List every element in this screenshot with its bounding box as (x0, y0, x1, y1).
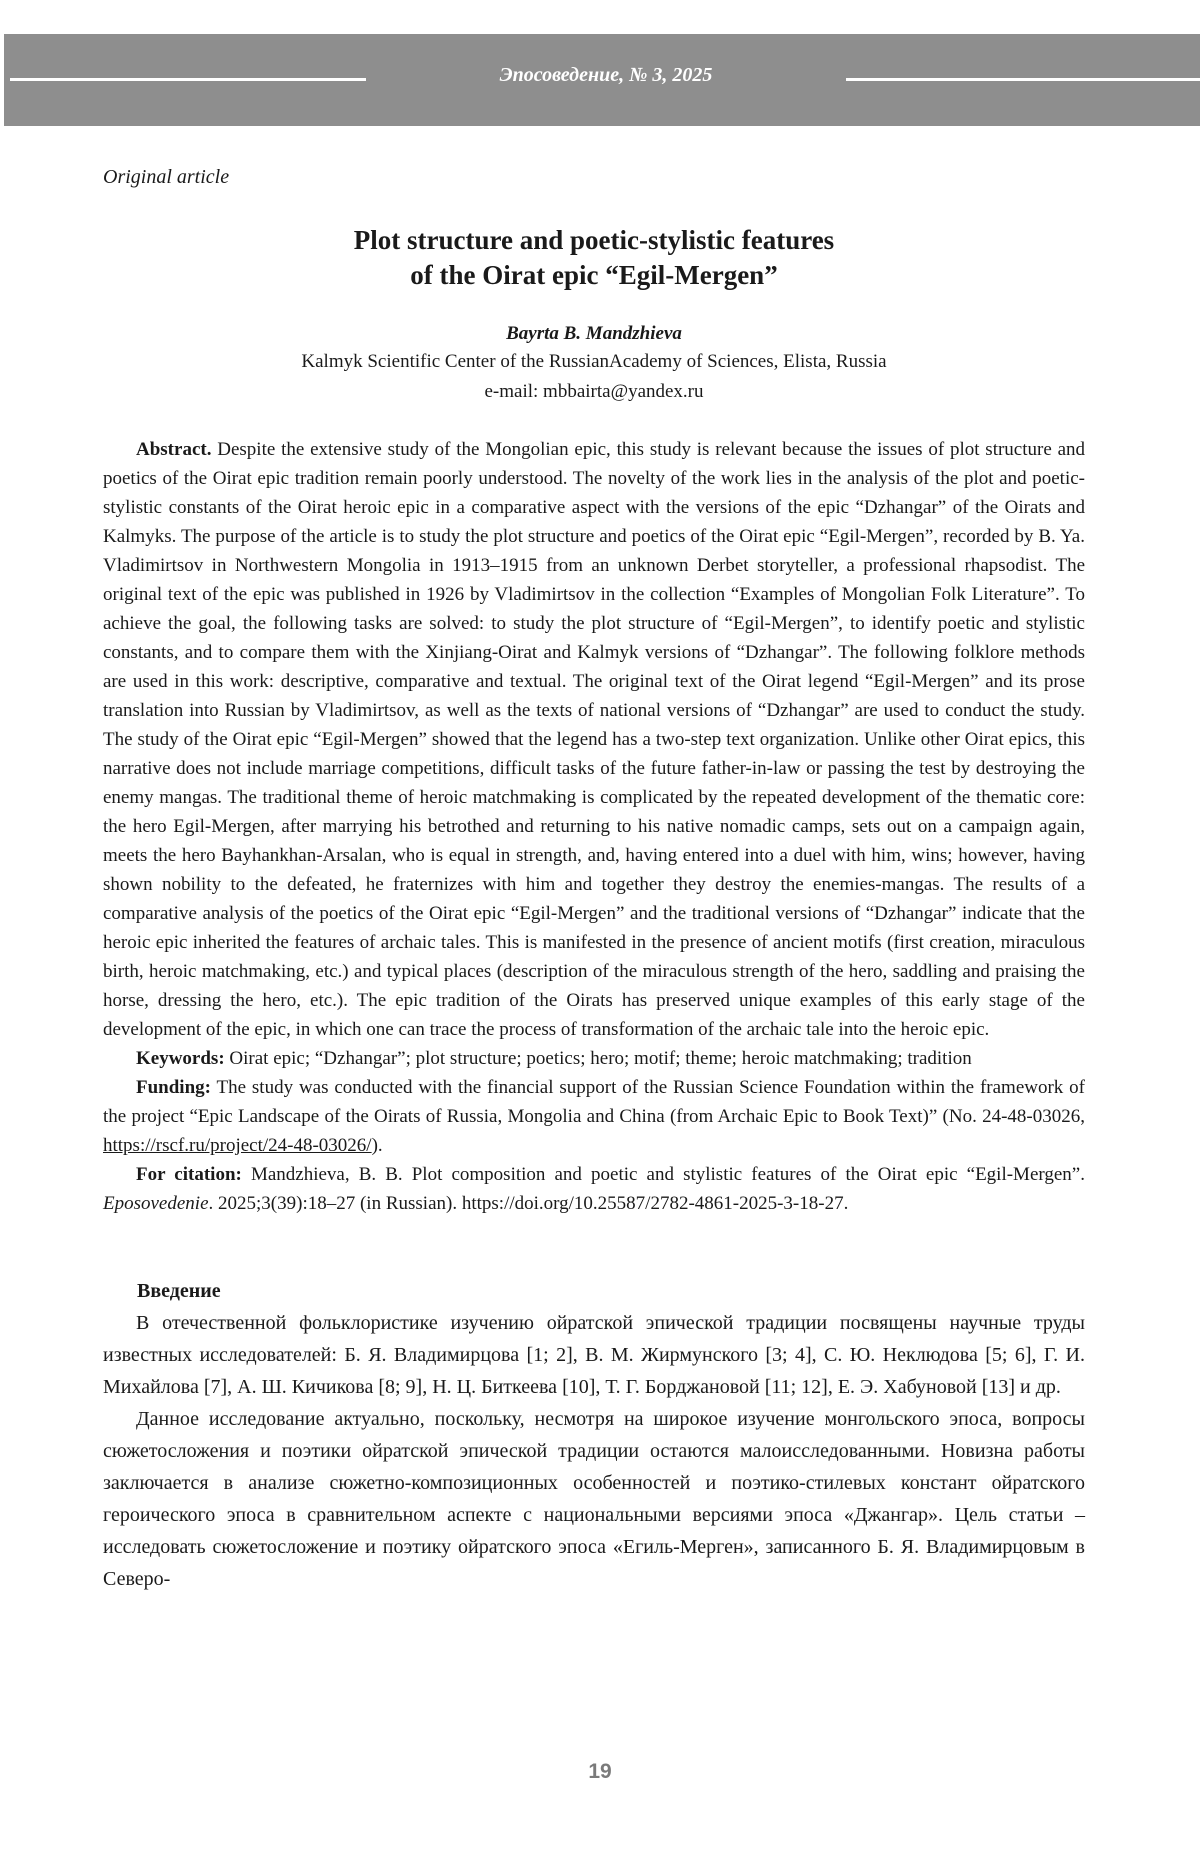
abstract-block (103, 435, 1085, 1218)
introduction-body (103, 1307, 1085, 1595)
keywords-paragraph (103, 1044, 1085, 1073)
funding-after: ). (371, 1135, 383, 1156)
funding-text: The study was conducted with the financial support of the Russian Science Foundation within the framework of the project “Epic Landscape of the Oirats of Russia, Mongolia and China (from Archaic Epic to Book Text)” (No. 24-48-03026, (103, 1077, 1085, 1127)
citation-after: . 2025;3(39):18–27 (in Russian). https://doi.org/10.25587/2782-4861-2025-3-18-27. (208, 1193, 849, 1214)
citation-text: Mandzhieva, B. B. Plot composition and poetic and stylistic features of the Oirat epic “Egil-Mergen”. (241, 1164, 1085, 1185)
citation-journal: Eposovedenie (103, 1193, 209, 1214)
funding-label: Funding: (136, 1077, 211, 1098)
author-affiliation: Kalmyk Scientific Center of the RussianAcademy of Sciences, Elista, Russia (301, 351, 887, 372)
intro-paragraph-2: Данное исследование актуально, поскольку, несмотря на широкое изучение монгольского эпоса, вопросы сюжетосложения и поэтики ойратской эпической традиции остаются малоисследованными. Новизна работы заключается в анализе сюжетно-композиционных особенностей и поэтико-стилевых констант ойратского героического эпоса в сравнительном аспекте с национальными версиями эпоса «Джангар». Цель статьи – исследовать сюжетосложение и поэтику ойратского эпоса «Егиль-Мерген», записанного Б. Я. Владимирцовым в Северо- (103, 1408, 1085, 1590)
journal-running-title: Эпосоведение, № 3, 2025 (499, 64, 713, 86)
article-type: Original article (103, 166, 230, 188)
funding-project-link[interactable]: https://rscf.ru/project/24-48-03026/ (103, 1135, 372, 1156)
keywords-text: Oirat epic; “Dzhangar”; plot structure; poetics; hero; motif; theme; heroic matchmaking; tradition (224, 1048, 972, 1069)
abstract-label: Abstract. (136, 439, 212, 460)
page-number: 19 (588, 1760, 612, 1783)
article-title (103, 223, 1085, 293)
citation-paragraph (103, 1160, 1085, 1218)
title-line-1: Plot structure and poetic-stylistic features (353, 225, 835, 255)
section-heading-introduction: Введение (137, 1280, 221, 1302)
article-content (103, 166, 1085, 1595)
journal-header-band (4, 34, 1200, 126)
header-rule-right (846, 78, 1200, 81)
funding-paragraph (103, 1073, 1085, 1160)
abstract-text: Despite the extensive study of the Mongolian epic, this study is relevant because the issues of plot structure and poetics of the Oirat epic tradition remain poorly understood. The novelty of the work lies in the analysis of the plot and poetic-stylistic constants of the Oirat heroic epic in a comparative aspect with the versions of the epic “Dzhangar” of the Oirats and Kalmyks. The purpose of the article is to study the plot structure and poetics of the Oirat epic “Egil-Mergen”, recorded by B. Ya. Vladimirtsov in Northwestern Mongolia in 1913–1915 from an unknown Derbet storyteller, a professional rhapsodist. The original text of the epic was published in 1926 by Vladimirtsov in the collection “Examples of Mongolian Folk Literature”. To achieve the goal, the following tasks are solved: to study the plot structure of “Egil-Mergen”, to identify poetic and stylistic constants, and to compare them with the Xinjiang-Oirat and Kalmyk versions of “Dzhangar”. The following folklore methods are used in this work: descriptive, comparative and textual. The original text of the Oirat legend “Egil-Mergen” and its prose translation into Russian by Vladimirtsov, as well as the texts of national versions of “Dzhangar” are used to conduct the study. The study of the Oirat epic “Egil-Mergen” showed that the legend has a two-step text organization. Unlike other Oirat epics, this narrative does not include marriage competitions, difficult tasks of the future father-in-law or passing the test by destroying the enemy mangas. The traditional theme of heroic matchmaking is complicated by the repeated development of the thematic core: the hero Egil-Mergen, after marrying his betrothed and returning to his native nomadic camps, sets out on a campaign again, meets the hero Bayhankhan-Arsalan, who is equal in strength, and, having entered into a duel with him, wins; however, having shown nobility to the defeated, he fraternizes with him and together they destroy the enemies-mangas. The results of a comparative analysis of the poetics of the Oirat epic “Egil-Mergen” and the traditional versions of “Dzhangar” indicate that the heroic epic inherited the features of archaic tales. This is manifested in the presence of ancient motifs (first creation, miraculous birth, heroic matchmaking, etc.) and typical places (description of the miraculous strength of the hero, saddling and praising the horse, dressing the hero, etc.). The epic tradition of the Oirats has preserved unique examples of this early stage of the development of the epic, in which one can trace the process of transformation of the archaic tale into the heroic epic. (103, 439, 1085, 1040)
header-rule-left (10, 78, 366, 81)
keywords-label: Keywords: (136, 1048, 225, 1069)
abstract-paragraph (103, 435, 1085, 1044)
citation-label: For citation: (136, 1164, 242, 1185)
author-email: e-mail: mbbairta@yandex.ru (484, 381, 704, 402)
title-line-2: of the Oirat epic “Egil-Mergen” (410, 260, 778, 290)
intro-paragraph-1: В отечественной фольклористике изучению ойратской эпической традиции посвящены научные труды известных исследователей: Б. Я. Владимирцова [1; 2], В. М. Жирмунского [3; 4], С. Ю. Неклюдова [5; 6], Г. И. Михайлова [7], А. Ш. Кичикова [8; 9], Н. Ц. Биткеева [10], Т. Г. Борджановой [11; 12], Е. Э. Хабуновой [13] и др. (103, 1312, 1085, 1398)
author-name: Bayrta B. Mandzhieva (506, 323, 682, 344)
